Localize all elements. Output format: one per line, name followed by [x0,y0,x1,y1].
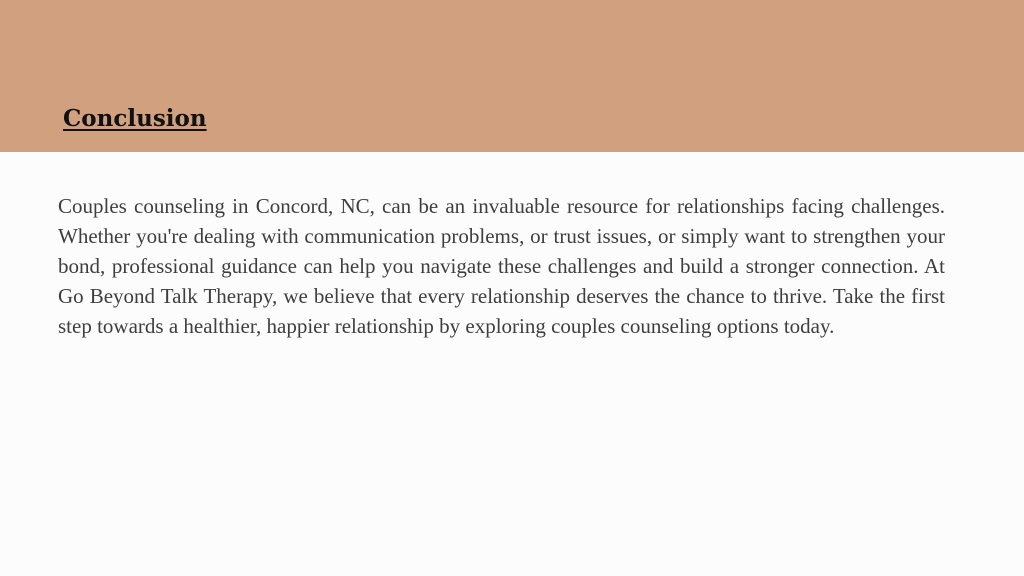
page-title: Conclusion [63,105,207,132]
body-paragraph: Couples counseling in Concord, NC, can be an invaluable resource for relationships facing challenges. Whether you're dealing with communication problems, or trust issues, or simply want to strengthen your bond, professional guidance can help you navigate these challenges and build a stronger connection. At Go Beyond Talk Therapy, we believe that every relationship deserves the chance to thrive. Take the first step towards a healthier, happier relationship by exploring couples counseling options today. [58,194,945,338]
